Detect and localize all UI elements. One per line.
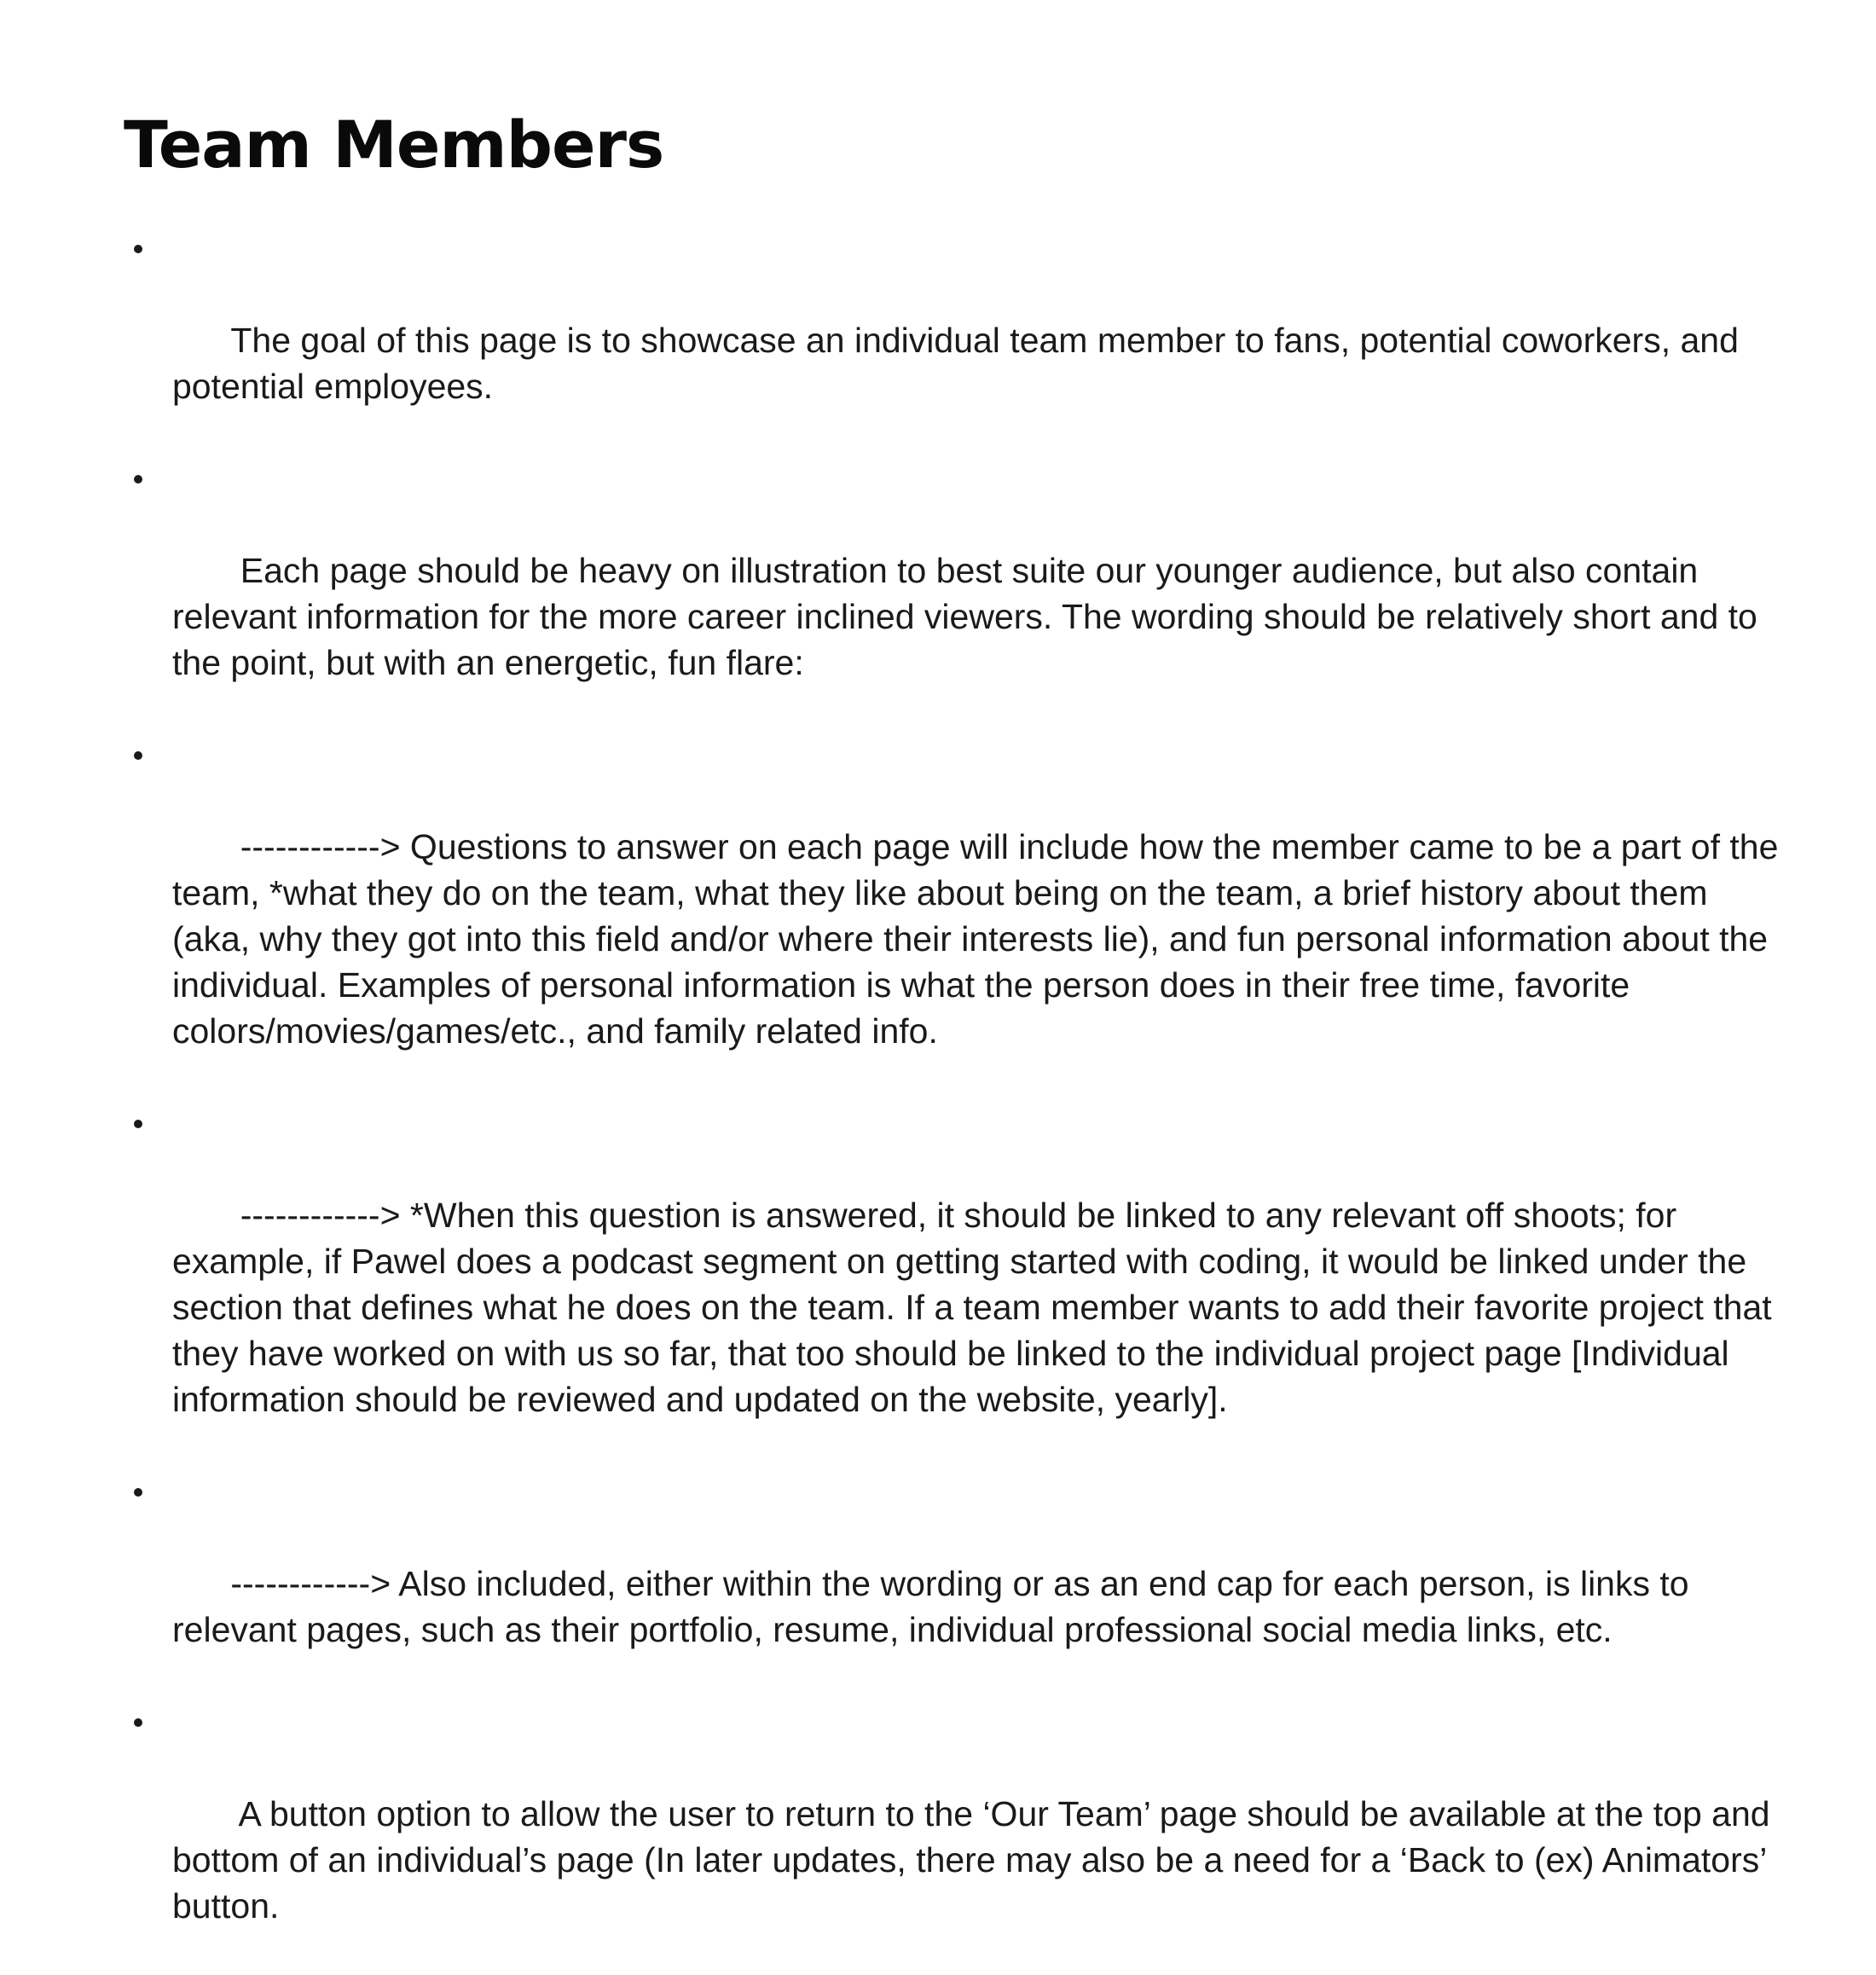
bullet-list (124, 225, 1788, 1975)
bullet-icon (134, 1120, 142, 1128)
bullet-text: A button option to allow the user to return to the ‘Our Team’ page should be available at the top and bottom of an individual’s page (In later updates, there may also be a need for a ‘Back to (ex) Animators’ button. (172, 1794, 1780, 1926)
bullet-text: Each page should be heavy on illustration to best suite our younger audience, but also contain relevant information for the more career inclined viewers. The wording should be relatively short and to the point, but with an energetic, fun flare: (172, 551, 1768, 682)
bullet-icon (134, 245, 142, 253)
bullet-item (124, 455, 1782, 732)
bullet-item (124, 225, 1782, 455)
page-title: Team Members (124, 107, 664, 182)
bullet-icon (134, 1718, 142, 1727)
bullet-item (124, 732, 1788, 1100)
bullet-item (124, 1468, 1782, 1699)
bullet-icon (134, 751, 142, 760)
bullet-text: ------------> *When this question is answered, it should be linked to any relevant off shoots; for example, if Pawel does a podcast segment on getting started with coding, it would be linked under the section that defines what he does on the team. If a team member wants to add their favorite project that they have worked on with us so far, that too should be linked to the individual project page [Individual information should be reviewed and updated on the website, yearly]. (172, 1196, 1782, 1419)
bullet-item (124, 1100, 1782, 1468)
bullet-icon (134, 1488, 142, 1497)
bullet-text: ------------> Questions to answer on each page will include how the member came to be a part of the team, *what they do on the team, what they like about being on the team, a brief history about them (aka, why they got into this field and/or where their interests lie), and fun personal information about the individual. Examples of personal information is what the person does in their free time, favorite colors/movies/games/etc., and family related info. (172, 827, 1788, 1051)
bullet-item (124, 1699, 1782, 1975)
bullet-text: ------------> Also included, either within the wording or as an end cap for each person, is links to relevant pages, such as their portfolio, resume, individual professional social media links, etc. (172, 1564, 1699, 1649)
bullet-icon (134, 475, 142, 484)
bullet-text: The goal of this page is to showcase an individual team member to fans, potential coworkers, and potential employees. (172, 321, 1749, 406)
